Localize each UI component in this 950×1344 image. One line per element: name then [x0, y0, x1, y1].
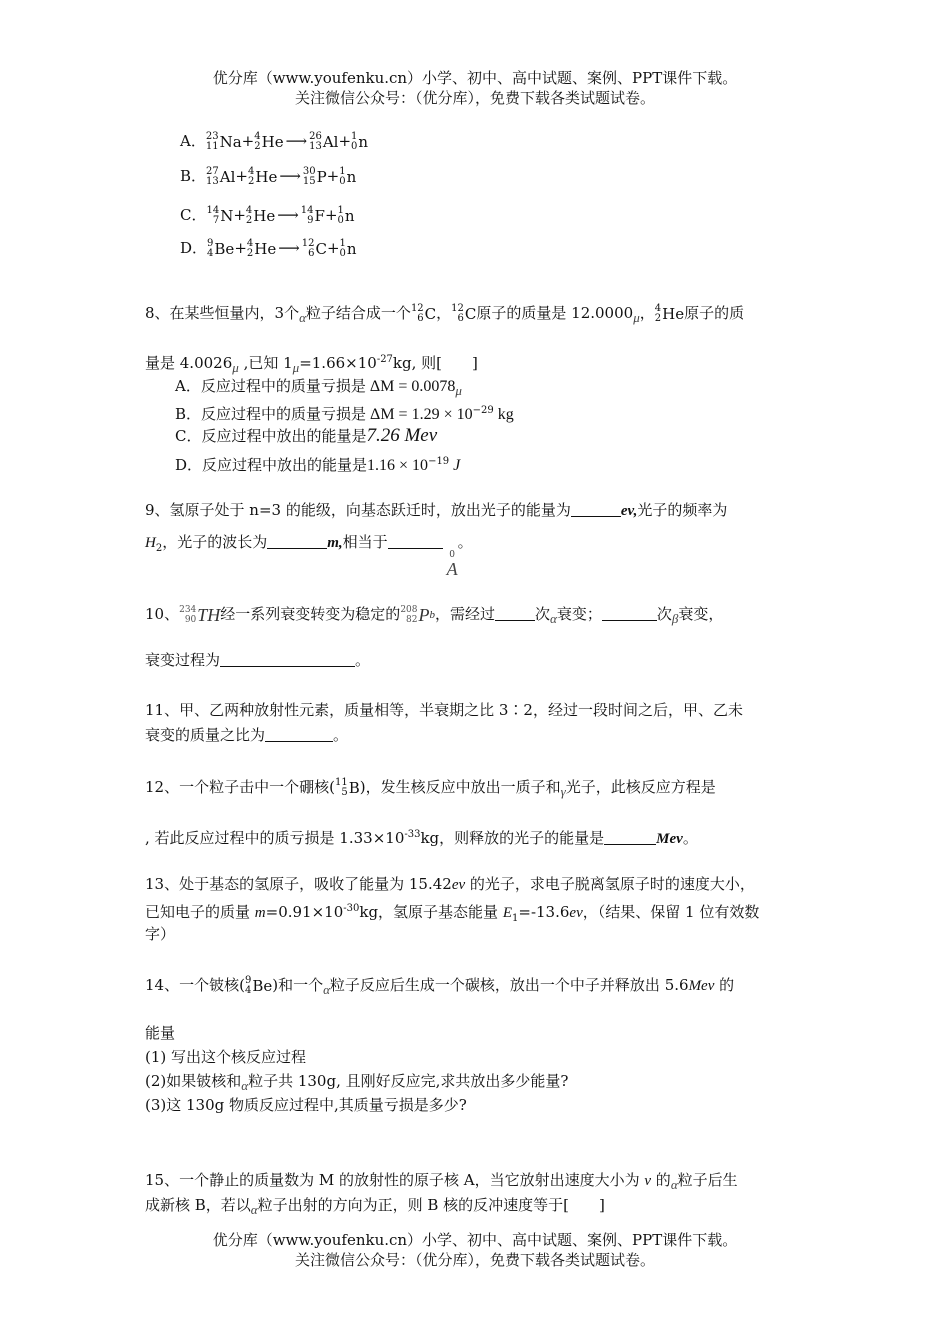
- answer-blank: [220, 650, 355, 667]
- element-symbol: He: [662, 305, 685, 323]
- q10-text-6: 次: [656, 605, 672, 623]
- option-math: 1.16 × 10: [367, 457, 429, 474]
- thorium-nuclide: [179, 605, 220, 625]
- q10-num: 10、: [145, 605, 180, 623]
- atomic-number: 0: [339, 176, 346, 187]
- plus-sign: +: [235, 167, 248, 185]
- exponent: -33: [404, 829, 421, 840]
- subscript: 2: [155, 543, 163, 554]
- unit: kg: [493, 406, 514, 423]
- mass-number: 4: [246, 238, 254, 249]
- q10-text-4: 次: [535, 605, 551, 623]
- exponent: -27: [376, 354, 393, 365]
- answer-blank: [604, 828, 656, 845]
- q15-line-2: [145, 1195, 605, 1220]
- q11-text: 衰变的质量之比为: [145, 726, 266, 744]
- q10-line-1: [145, 604, 723, 629]
- q12-line-2: [145, 825, 698, 849]
- q9-text-3: 光子的频率为: [637, 501, 728, 519]
- plus-sign: +: [326, 167, 340, 185]
- mass-number: 1: [339, 238, 346, 249]
- atomic-number: 4: [207, 248, 214, 259]
- option-text: C．反应过程中放出的能量是: [175, 427, 367, 445]
- element-symbol: He: [255, 168, 278, 186]
- element-symbol: P: [316, 168, 327, 186]
- element-symbol: P: [418, 605, 430, 625]
- mass-number: 1: [337, 205, 344, 216]
- q7-option-a: [180, 131, 368, 152]
- unit-ev: ev: [569, 905, 583, 921]
- reactant-2: [246, 206, 275, 226]
- alpha-symbol: α: [241, 1078, 249, 1093]
- q8-text-2: 粒子结合成一个: [305, 304, 411, 322]
- q12-text-2: )，发生核反应中放出一质子和: [359, 778, 561, 796]
- answer-blank: [265, 725, 333, 742]
- q9-text-d: 相当于: [342, 533, 388, 551]
- mass-number: 1: [351, 131, 358, 142]
- q13-text-6: =-13.6: [518, 903, 570, 921]
- q14-sub-1: (1) 写出这个核反应过程: [145, 1048, 307, 1066]
- q15-text-1: 15、一个静止的质量数为 M 的放射性的原子核 A，当它放射出速度大小为: [145, 1171, 645, 1189]
- mass-number: 14: [300, 205, 314, 216]
- atomic-number: 13: [309, 141, 322, 152]
- mass-number: 4: [654, 303, 662, 314]
- answer-blank: [267, 532, 327, 549]
- plus-sign: +: [241, 132, 255, 150]
- unit-ev: ev: [451, 877, 466, 893]
- q8-option-c: [175, 426, 437, 446]
- q9-text-b: ，光子的波长为: [162, 533, 268, 551]
- q8-line2-a: 量是 4.0026: [145, 354, 233, 372]
- lead-nuclide: [400, 605, 435, 625]
- atomic-number: 2: [254, 141, 261, 152]
- product-2: [351, 132, 368, 152]
- mu-symbol: μ: [633, 310, 640, 325]
- product-1: [302, 239, 327, 259]
- q8-option-a: [175, 376, 462, 401]
- q12-line-1: [145, 777, 716, 802]
- q13-line-1: [145, 874, 755, 895]
- plus-sign: +: [234, 239, 247, 257]
- q8-line2-b: ,已知 1: [238, 354, 293, 372]
- product-1: [301, 206, 325, 226]
- mass-number: 4: [247, 166, 255, 177]
- product-2: [340, 239, 357, 259]
- answer-blank: [602, 604, 657, 621]
- q7-option-c: [180, 205, 355, 226]
- unit: J: [449, 457, 461, 474]
- reactant-2: [247, 239, 276, 259]
- element-symbol: N: [220, 207, 234, 225]
- beta-symbol: β: [671, 611, 679, 626]
- option-text: D．反应过程中放出的能量是: [175, 456, 368, 474]
- mass-number: 12: [451, 303, 464, 314]
- q13-text-7: ，（结果、保留 1 位有效数: [582, 903, 760, 921]
- helium-4-nuclide: [655, 304, 684, 324]
- element-symbol: Al: [322, 133, 339, 151]
- atomic-number: 6: [308, 248, 315, 259]
- element-symbol: n: [344, 207, 355, 225]
- answer-blank: [388, 532, 443, 549]
- period: 。: [355, 651, 371, 669]
- boron-nuclide: [335, 778, 360, 798]
- reaction-arrow: ⟶: [277, 206, 299, 224]
- angstrom-symbol: [447, 551, 458, 578]
- reactant-2: [248, 167, 277, 187]
- angstrom-letter: A: [446, 559, 458, 579]
- var-m: m: [254, 905, 266, 921]
- q14-text-4: 的: [714, 976, 735, 994]
- mass-number: 9: [207, 238, 214, 249]
- mass-number: 4: [254, 131, 261, 142]
- unit-h: H: [145, 535, 156, 551]
- option-text: A．反应过程中的质量亏损是: [175, 377, 366, 395]
- element-symbol: C: [315, 240, 327, 258]
- q15-text-5: 粒子出射的方向为正，则 B 核的反冲速度等于[ ]: [257, 1196, 605, 1214]
- mass-number: 14: [206, 205, 220, 216]
- atomic-number: 2: [246, 248, 254, 259]
- q13-line-3: 字）: [145, 925, 176, 943]
- element-symbol: F: [314, 207, 325, 225]
- element-symbol: He: [254, 240, 277, 258]
- q12-text-3: 光子，此核反应方程是: [565, 778, 716, 796]
- element-symbol: n: [346, 168, 357, 186]
- mu-symbol: μ: [292, 360, 300, 375]
- atomic-number: 0: [337, 215, 344, 226]
- atomic-number: 4: [244, 985, 252, 996]
- q12-text-4: , 若此反应过程中的质亏损是 1.33×10: [145, 829, 405, 847]
- header-line-1: 优分库（www.youfenku.cn）小学、初中、高中试题、案例、PPT课件下载。: [212, 69, 738, 87]
- carbon-12-nuclide: [411, 304, 436, 324]
- mass-number: 9: [244, 975, 252, 986]
- atomic-number: 2: [247, 176, 255, 187]
- reactant-1: [207, 239, 234, 259]
- q9-text-1: 9、氢原子处于 n=3 的能级，向基态跃迁时，放出光子的能量为: [145, 501, 571, 519]
- q8-text-4: 原子的质量是 12.0000: [476, 304, 634, 322]
- q10-line-2: [145, 650, 370, 670]
- q8-text-1: 8、在某些恒量内，3个: [145, 304, 300, 322]
- mass-number: 23: [205, 131, 219, 142]
- element-symbol: Be: [252, 977, 273, 995]
- q8-text-6: 原子的质: [684, 304, 745, 322]
- mu-symbol: μ: [232, 360, 239, 375]
- header-line-2: 关注微信公众号：（优分库），免费下载各类试题试卷。: [294, 89, 655, 107]
- element-symbol: TH: [197, 605, 221, 625]
- reaction-arrow: ⟶: [279, 167, 301, 185]
- q14-sub2-a: (2)如果铍核和: [145, 1072, 242, 1090]
- atomic-number: 6: [457, 313, 464, 324]
- q15-text-3: 粒子后生: [677, 1171, 738, 1189]
- unit-mev: Mev: [688, 978, 715, 994]
- atomic-number: 9: [307, 215, 314, 226]
- atomic-number: 90: [184, 615, 197, 625]
- option-label: B．: [180, 167, 207, 185]
- mass-number: 11: [334, 777, 348, 788]
- q13-text-5: kg，氢原子基态能量: [359, 903, 503, 921]
- q8-option-b: [175, 401, 514, 425]
- answer-blank: [495, 604, 535, 621]
- q13-text-1: 13、处于基态的氢原子，吸收了能量为 15.42: [145, 875, 452, 893]
- period: 。: [457, 533, 473, 551]
- option-math: 7.26 Mev: [366, 425, 438, 446]
- q15-text-2: 的: [651, 1171, 671, 1189]
- element-symbol: He: [253, 207, 276, 225]
- atomic-number: 0: [351, 141, 358, 152]
- plus-sign: +: [338, 132, 352, 150]
- alpha-symbol: α: [323, 982, 330, 997]
- q8-line-2: [145, 350, 478, 378]
- footer-line-1: 优分库（www.youfenku.cn）小学、初中、高中试题、案例、PPT课件下载。: [212, 1231, 738, 1249]
- element-symbol: C: [424, 305, 437, 323]
- reactant-2: [254, 132, 283, 152]
- var-e: E: [502, 905, 512, 921]
- var-v: v: [644, 1173, 652, 1189]
- plus-sign: +: [326, 239, 340, 257]
- atomic-number: 13: [206, 176, 219, 187]
- element-symbol: Na: [219, 133, 242, 151]
- element-symbol: B: [348, 779, 360, 797]
- alpha-symbol: α: [670, 1177, 678, 1192]
- element-symbol: Al: [219, 168, 236, 186]
- gamma-symbol: γ: [560, 784, 566, 799]
- q10-text-3: ，需经过: [435, 605, 496, 623]
- atomic-number: 6: [417, 313, 424, 324]
- subscript: 1: [512, 913, 519, 924]
- q11-line-1: 11、甲、乙两种放射性元素，质量相等，半衰期之比 3∶2，经过一段时间之后，甲、乙未: [145, 701, 743, 719]
- q14-line-1: [145, 975, 734, 1000]
- mass-number: 12: [301, 238, 315, 249]
- atomic-number: 7: [212, 215, 220, 226]
- option-label: C．: [180, 206, 207, 224]
- option-label: D．: [180, 239, 208, 257]
- q7-option-b: [180, 166, 356, 187]
- mass-number: 26: [309, 131, 322, 142]
- q13-text-2: 的光子，求电子脱离氢原子时的速度大小，: [465, 875, 755, 893]
- q8-line2-c: =1.66×10: [299, 354, 377, 372]
- atomic-number: 2: [654, 313, 662, 324]
- q9-line-2: [145, 532, 473, 578]
- alpha-symbol: α: [299, 310, 306, 325]
- option-label: A．: [180, 132, 206, 150]
- element-symbol: n: [358, 133, 369, 151]
- q7-option-d: [180, 238, 357, 259]
- q14-sub-2: [145, 1071, 568, 1096]
- reaction-arrow: ⟶: [278, 239, 300, 257]
- q14-sub2-b: 粒子共 130g, 且刚好反应完,求共放出多少能量?: [248, 1072, 569, 1090]
- q12-text-1: 12、一个粒子击中一个硼核(: [145, 778, 335, 796]
- product-1: [309, 132, 338, 152]
- element-symbol: He: [261, 133, 284, 151]
- q10-text-7: 衰变，: [678, 605, 724, 623]
- q15-line-1: [145, 1170, 738, 1195]
- q8-option-d: [175, 452, 460, 476]
- q13-text-3: 已知电子的质量: [145, 903, 255, 921]
- exponent: −29: [472, 405, 494, 416]
- ring: 0: [449, 550, 456, 560]
- q10-text-2: 经一系列衰变转变为稳定的: [220, 605, 401, 623]
- q15-text-4: 成新核 B，若以: [145, 1196, 251, 1214]
- atomic-number: 11: [205, 141, 219, 152]
- q8-line-1: [145, 303, 744, 328]
- plus-sign: +: [324, 206, 338, 224]
- atomic-number: 5: [341, 787, 348, 798]
- q11-line-2: [145, 725, 348, 745]
- atomic-number: 82: [406, 615, 418, 625]
- unit-ev: ev,: [620, 503, 638, 519]
- option-math: ΔM = 0.0078: [369, 378, 456, 395]
- q14-text-3: 粒子反应后生成一个碳核，放出一个中子并释放出 5.6: [329, 976, 689, 994]
- exponent: −19: [428, 456, 450, 467]
- mass-number: 30: [302, 166, 316, 177]
- q13-line-2: [145, 899, 759, 929]
- footer-line-2: 关注微信公众号：（优分库），免费下载各类试题试卷。: [294, 1251, 655, 1269]
- beryllium-nuclide: [245, 976, 272, 996]
- unit-mev: Mev: [656, 831, 683, 847]
- q8-text-5: ，: [639, 304, 655, 322]
- product-2: [339, 167, 356, 187]
- unit-m: m,: [327, 535, 343, 551]
- element-symbol: C: [464, 305, 477, 323]
- q12-text-5: kg，则释放的光子的能量是: [420, 829, 605, 847]
- q9-line-1: [145, 500, 727, 521]
- q14-line-2: 能量: [145, 1024, 176, 1042]
- element-symbol: Be: [214, 240, 235, 258]
- carbon-12-nuclide-2: [451, 304, 476, 324]
- alpha-symbol: α: [250, 1202, 258, 1217]
- q13-text-4: =0.91×10: [265, 903, 344, 921]
- answer-blank: [571, 500, 621, 517]
- product-1: [303, 167, 327, 187]
- q10-text-8: 衰变过程为: [145, 651, 221, 669]
- atomic-number: 0: [339, 248, 346, 259]
- reaction-arrow: ⟶: [285, 132, 308, 150]
- q10-text-5: 衰变；: [556, 605, 602, 623]
- element-symbol: n: [346, 240, 357, 258]
- q8-text-3: ，: [436, 304, 452, 322]
- product-2: [338, 206, 355, 226]
- element-subscript: b: [429, 609, 435, 621]
- mass-number: 1: [339, 166, 346, 177]
- period: 。: [682, 829, 698, 847]
- q14-text-1: 14、一个铍核(: [145, 976, 245, 994]
- mass-number: 12: [410, 303, 424, 314]
- q14-text-2: )和一个: [272, 976, 324, 994]
- option-text: B．反应过程中的质量亏损是: [175, 405, 367, 423]
- q14-sub-3: (3)这 130g 物质反应过程中,其质量亏损是多少?: [145, 1096, 467, 1114]
- period: 。: [333, 726, 349, 744]
- reactant-1: [206, 206, 233, 226]
- exponent: -30: [343, 903, 360, 914]
- mass-number: 27: [206, 166, 219, 177]
- plus-sign: +: [233, 206, 246, 224]
- mass-number: 208: [400, 605, 418, 615]
- mass-number: 4: [245, 205, 253, 216]
- mu-symbol: μ: [455, 383, 462, 398]
- q8-line2-d: kg, 则[ ]: [392, 354, 478, 372]
- reactant-1: [206, 167, 235, 187]
- atomic-number: 2: [245, 215, 253, 226]
- alpha-symbol: α: [550, 611, 557, 626]
- reactant-1: [206, 132, 242, 152]
- mass-number: 234: [179, 605, 197, 615]
- option-math: ΔM = 1.29 × 10: [370, 406, 473, 423]
- atomic-number: 15: [302, 176, 316, 187]
